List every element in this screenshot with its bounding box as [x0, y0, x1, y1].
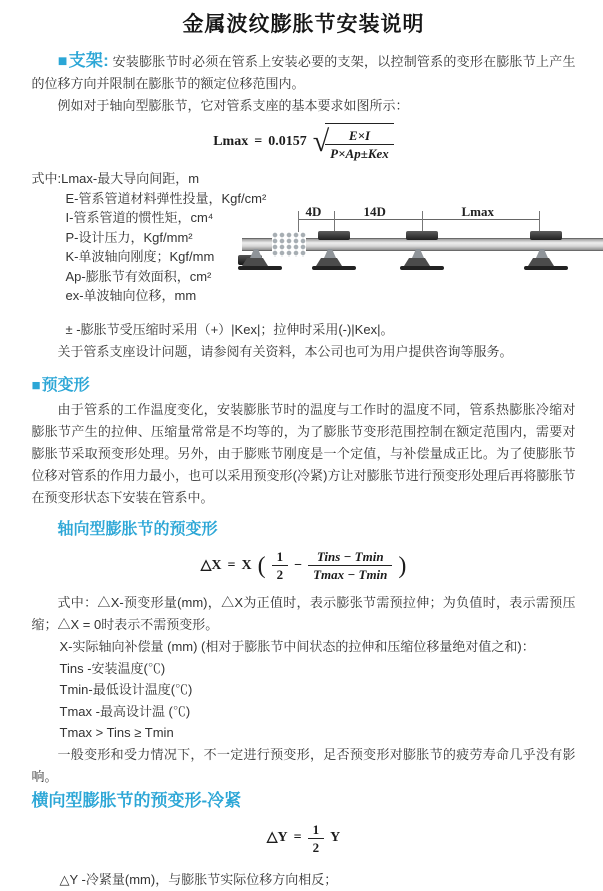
- definition-item: K-单波轴向刚度；Kgf/mm: [66, 247, 576, 267]
- support-neck: [250, 249, 262, 258]
- fraction-numerator: 1: [272, 549, 289, 565]
- axial-line-tmin: Tmin-最低设计温度(℃): [60, 679, 576, 701]
- support-example-text: 例如对于轴向型膨胀节，它对管系支座的基本要求如图所示：: [32, 95, 576, 117]
- axial-note-1: 式中：△X-预变形量(mm)，△X为正值时，表示膨张节需预拉伸；为负值时，表示需预压缩；△X = 0时表示不需预变形。: [32, 592, 576, 636]
- support-section-heading: 支架:: [69, 51, 109, 70]
- formula-lateral: [32, 822, 576, 855]
- definitions-and-diagram: [32, 169, 576, 319]
- fraction: [325, 128, 394, 161]
- support-base: [400, 266, 444, 270]
- fraction-half: [272, 549, 289, 582]
- guide-support-2: [398, 231, 446, 273]
- fraction-numerator: E×I: [344, 128, 375, 144]
- support-cap: [530, 231, 562, 240]
- axial-line-tmax: Tmax -最高设计温 (℃): [60, 701, 576, 723]
- fraction-numerator: Tins − Tmin: [312, 549, 389, 565]
- dimension-label-14d: 14D: [364, 201, 386, 223]
- guide-support-3: [522, 231, 570, 273]
- fraction-numerator: 1: [308, 822, 325, 838]
- fraction-denominator: Tmax − Tmin: [308, 565, 392, 582]
- support-neck: [324, 249, 336, 258]
- definition-item: I-管系管道的惯性矩，cm⁴: [66, 208, 576, 228]
- dimension-label-4d: 4D: [306, 201, 322, 223]
- support-base: [238, 266, 282, 270]
- formula-lateral-rhs: Y: [330, 827, 340, 849]
- lateral-subheading: 横向型膨胀节的预变形-冷紧: [32, 790, 576, 812]
- formula-axial: [32, 549, 576, 582]
- support-foot: [404, 258, 430, 266]
- support-neck: [536, 249, 548, 258]
- definition-item: Ap-膨胀节有效面积，cm²: [66, 267, 576, 287]
- support-neck: [412, 249, 424, 258]
- equals-sign: =: [227, 555, 235, 577]
- fraction-denominator: 2: [272, 565, 289, 582]
- dimension-label-lmax: Lmax: [462, 201, 495, 223]
- kex-sign-note: ± -膨胀节受压缩时采用（+）|Kex|；拉伸时采用(-)|Kex|。: [66, 319, 576, 341]
- axial-note-3: 一般变形和受力情况下，不一定进行预变形，足否预变形对膨胀节的疲劳寿命几乎没有影响。: [32, 744, 576, 788]
- anchor-support: [236, 231, 284, 273]
- radical-icon: [313, 123, 394, 161]
- support-foot: [316, 258, 342, 266]
- fraction-temperature: [308, 549, 392, 582]
- section-square-icon: ■: [32, 377, 41, 394]
- support-cap: [318, 231, 350, 240]
- section-square-icon: ■: [58, 53, 68, 70]
- support-section-lead: [32, 50, 576, 95]
- equals-sign: =: [254, 131, 262, 153]
- formula-lateral-lhs: △Y: [267, 827, 288, 849]
- close-paren: ): [398, 556, 406, 576]
- support-intro-text: 安装膨胀节时必须在管系上安装必要的支架，以控制管系的变形在膨胀节上产生的位移方向并限制在膨胀节的额定位移范围内。: [32, 54, 576, 91]
- preform-body-text: 由于管系的工作温度变化，安装膨胀节时的温度与工作时的温度不同，管系热膨胀冷缩对膨胀节产生的拉伸、压缩量常常是不均等的，为了膨胀节变形范围控制在额定范围内，需要对膨胀节采取预变形处理。另外，由于膨账节刚度是一个定值，与补偿量成正比。为了使膨胀节位移对管系的作用力最小，也可以采用预变形(冷紧)方让对膨胀节进行预变形处理后再将膨胀节在预变形状态下安装在管系中。: [32, 399, 576, 509]
- definition-item: 式中:Lmax-最大导向间距，m: [32, 169, 576, 189]
- definition-item: E-管系管道材料弹性投量，Kgf/cm²: [66, 189, 576, 209]
- formula-axial-lhs: △X: [201, 555, 222, 577]
- formula-lmax-coefficient: 0.0157: [268, 131, 307, 153]
- fraction-half: [308, 822, 325, 855]
- support-foot: [242, 258, 268, 266]
- pipe-support-diagram: [242, 205, 603, 301]
- fraction-denominator: P×Ap±Kex: [325, 144, 394, 161]
- minus-sign: −: [294, 555, 302, 577]
- open-paren: (: [258, 556, 266, 576]
- equals-sign: =: [294, 827, 302, 849]
- document-page: [2, 0, 602, 737]
- radicand: [325, 123, 394, 161]
- support-base: [524, 266, 568, 270]
- support-cap: [406, 231, 438, 240]
- axial-note-2: X-实际轴向补偿量 (mm) (相对于膨胀节中间状态的拉伸和压缩位移量绝对值之和)：: [60, 636, 576, 658]
- fraction-denominator: 2: [308, 838, 325, 855]
- support-foot: [528, 258, 554, 266]
- radical-glyph: √: [313, 129, 329, 155]
- axial-line-tins: Tins -安装温度(℃): [60, 658, 576, 680]
- preform-section-header: [32, 375, 576, 397]
- formula-axial-x: X: [241, 555, 251, 577]
- support-base: [312, 266, 356, 270]
- definition-item: P-设计压力，Kgf/mm²: [66, 228, 576, 248]
- support-service-note: 关于管系支座设计问题，请参阅有关资料，本公司也可为用户提供咨询等服务。: [32, 341, 576, 363]
- lateral-note: △Y -冷紧量(mm)，与膨胀节实际位移方向相反；: [60, 869, 576, 891]
- axial-subheading: 轴向型膨胀节的预变形: [58, 519, 576, 541]
- axial-definitions: [32, 636, 576, 744]
- formula-lmax-lhs: Lmax: [213, 131, 248, 153]
- formula-lmax: [32, 123, 576, 161]
- definition-item: ex-单波轴向位移，mm: [66, 286, 576, 306]
- preform-heading: 预变形: [42, 377, 90, 394]
- page-title: 金属波纹膨胀节安装说明: [32, 14, 576, 36]
- guide-support-1: [310, 231, 358, 273]
- axial-line-ineq: Tmax > Tins ≥ Tmin: [60, 722, 576, 744]
